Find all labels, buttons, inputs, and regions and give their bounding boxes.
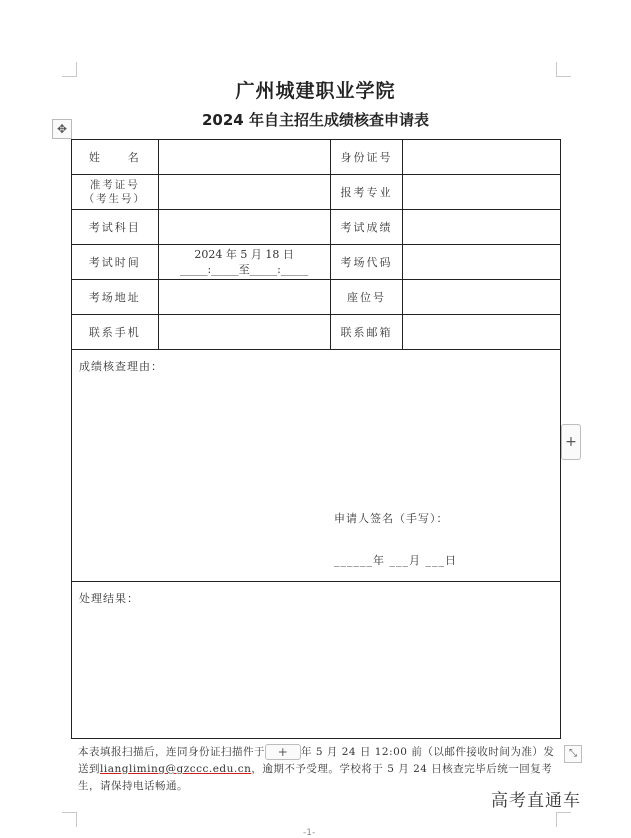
watermark: 高考直通车 (491, 791, 581, 811)
application-form-table (71, 139, 561, 739)
page-corner-mark (556, 812, 571, 827)
exam-address-cell[interactable] (158, 280, 330, 315)
page-corner-mark (556, 62, 571, 77)
signature-date: ______年 ___月 ___日 (334, 554, 457, 567)
table-move-icon[interactable]: ✥ (52, 119, 72, 139)
page-number: -1- (303, 828, 316, 838)
email-cell[interactable] (403, 315, 561, 350)
name-cell[interactable] (158, 140, 330, 175)
exam-time-label: 考试时间 (72, 245, 159, 280)
major-cell[interactable] (403, 175, 561, 210)
email-link[interactable]: liangliming@gzccc.edu.cn (100, 763, 252, 775)
result-area[interactable] (72, 582, 561, 739)
site-code-cell[interactable] (403, 245, 561, 280)
major-label: 报考专业 (330, 175, 403, 210)
note-text: 本表填报扫描后，连同身份证扫描件于 (78, 746, 265, 758)
id-number-label: 身份证号 (330, 140, 403, 175)
reason-label: 成绩核查理由： (79, 360, 163, 373)
email-label: 联系邮箱 (330, 315, 403, 350)
add-row-icon[interactable]: + (265, 744, 301, 760)
page-corner-mark (62, 62, 77, 77)
exam-time-range: _____:_____至_____:_____ (179, 263, 309, 276)
exam-number-cell[interactable] (158, 175, 330, 210)
add-column-icon[interactable]: + (561, 424, 581, 460)
result-label: 处理结果： (79, 592, 139, 605)
school-title: 广州城建职业学院 (235, 80, 396, 102)
table-resize-icon[interactable]: ⤡ (564, 745, 582, 763)
site-code-label: 考场代码 (330, 245, 403, 280)
submission-note (78, 744, 558, 795)
page-corner-mark (62, 812, 77, 827)
score-cell[interactable] (403, 210, 561, 245)
seat-label: 座位号 (330, 280, 403, 315)
phone-label: 联系手机 (72, 315, 159, 350)
seat-cell[interactable] (403, 280, 561, 315)
score-label: 考试成绩 (330, 210, 403, 245)
exam-number-label: 准考证号 （考生号） (72, 175, 159, 210)
exam-date: 2024 年 5 月 18 日 (194, 248, 294, 261)
name-label: 姓 名 (72, 140, 159, 175)
reason-area[interactable] (72, 350, 561, 582)
subject-cell[interactable] (158, 210, 330, 245)
note-text: ，逾期不予受理。学校将于 5 月 24 日核查完毕后统一回复考生，请保持电话畅通。 (78, 763, 553, 792)
subject-label: 考试科目 (72, 210, 159, 245)
exam-time-cell[interactable] (158, 245, 330, 280)
form-title: 2024 年自主招生成绩核查申请表 (202, 111, 429, 129)
phone-cell[interactable] (158, 315, 330, 350)
exam-address-label: 考场地址 (72, 280, 159, 315)
id-number-cell[interactable] (403, 140, 561, 175)
note-text: 年 5 月 24 日 12:00 前（以邮件接收时间为准）发送到 (78, 746, 555, 775)
signature-label: 申请人签名（手写）： (334, 512, 449, 525)
